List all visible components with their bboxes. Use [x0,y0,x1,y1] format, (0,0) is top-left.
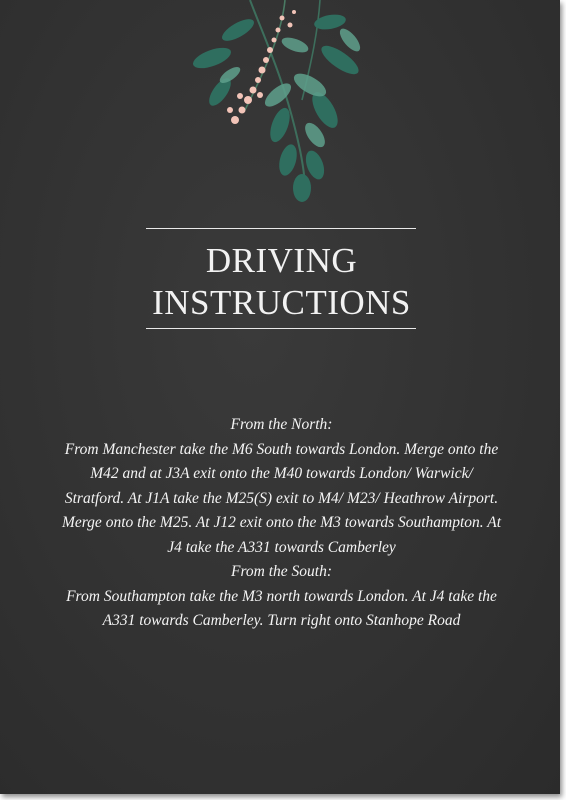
eucalyptus-foliage-icon [190,0,380,210]
title-rule-top [146,228,416,229]
directions-text [60,413,503,634]
title-rule-bottom [146,328,416,329]
title-line-2: INSTRUCTIONS [152,283,411,322]
south-directions: From Southampton take the M3 north towards London. At J4 take the A331 towards Camberley. Turn right onto Stanhope Road [66,587,497,629]
title-line-1: DRIVING [205,241,358,280]
south-heading: From the South: [230,563,333,580]
page-title [100,240,463,324]
north-directions: From Manchester take the M6 South towards London. Merge onto the M42 and at J3A exit onto the M40 towards London/ Warwick/ Stratford. At J1A take the M25(S) exit to M4/ M23/ Heathrow Airport. Merge onto the M25. At J12 exit onto the M3 towards Southampton. At J4 take the A331 towards Camberley [61,440,502,556]
north-heading: From the North: [230,416,333,433]
